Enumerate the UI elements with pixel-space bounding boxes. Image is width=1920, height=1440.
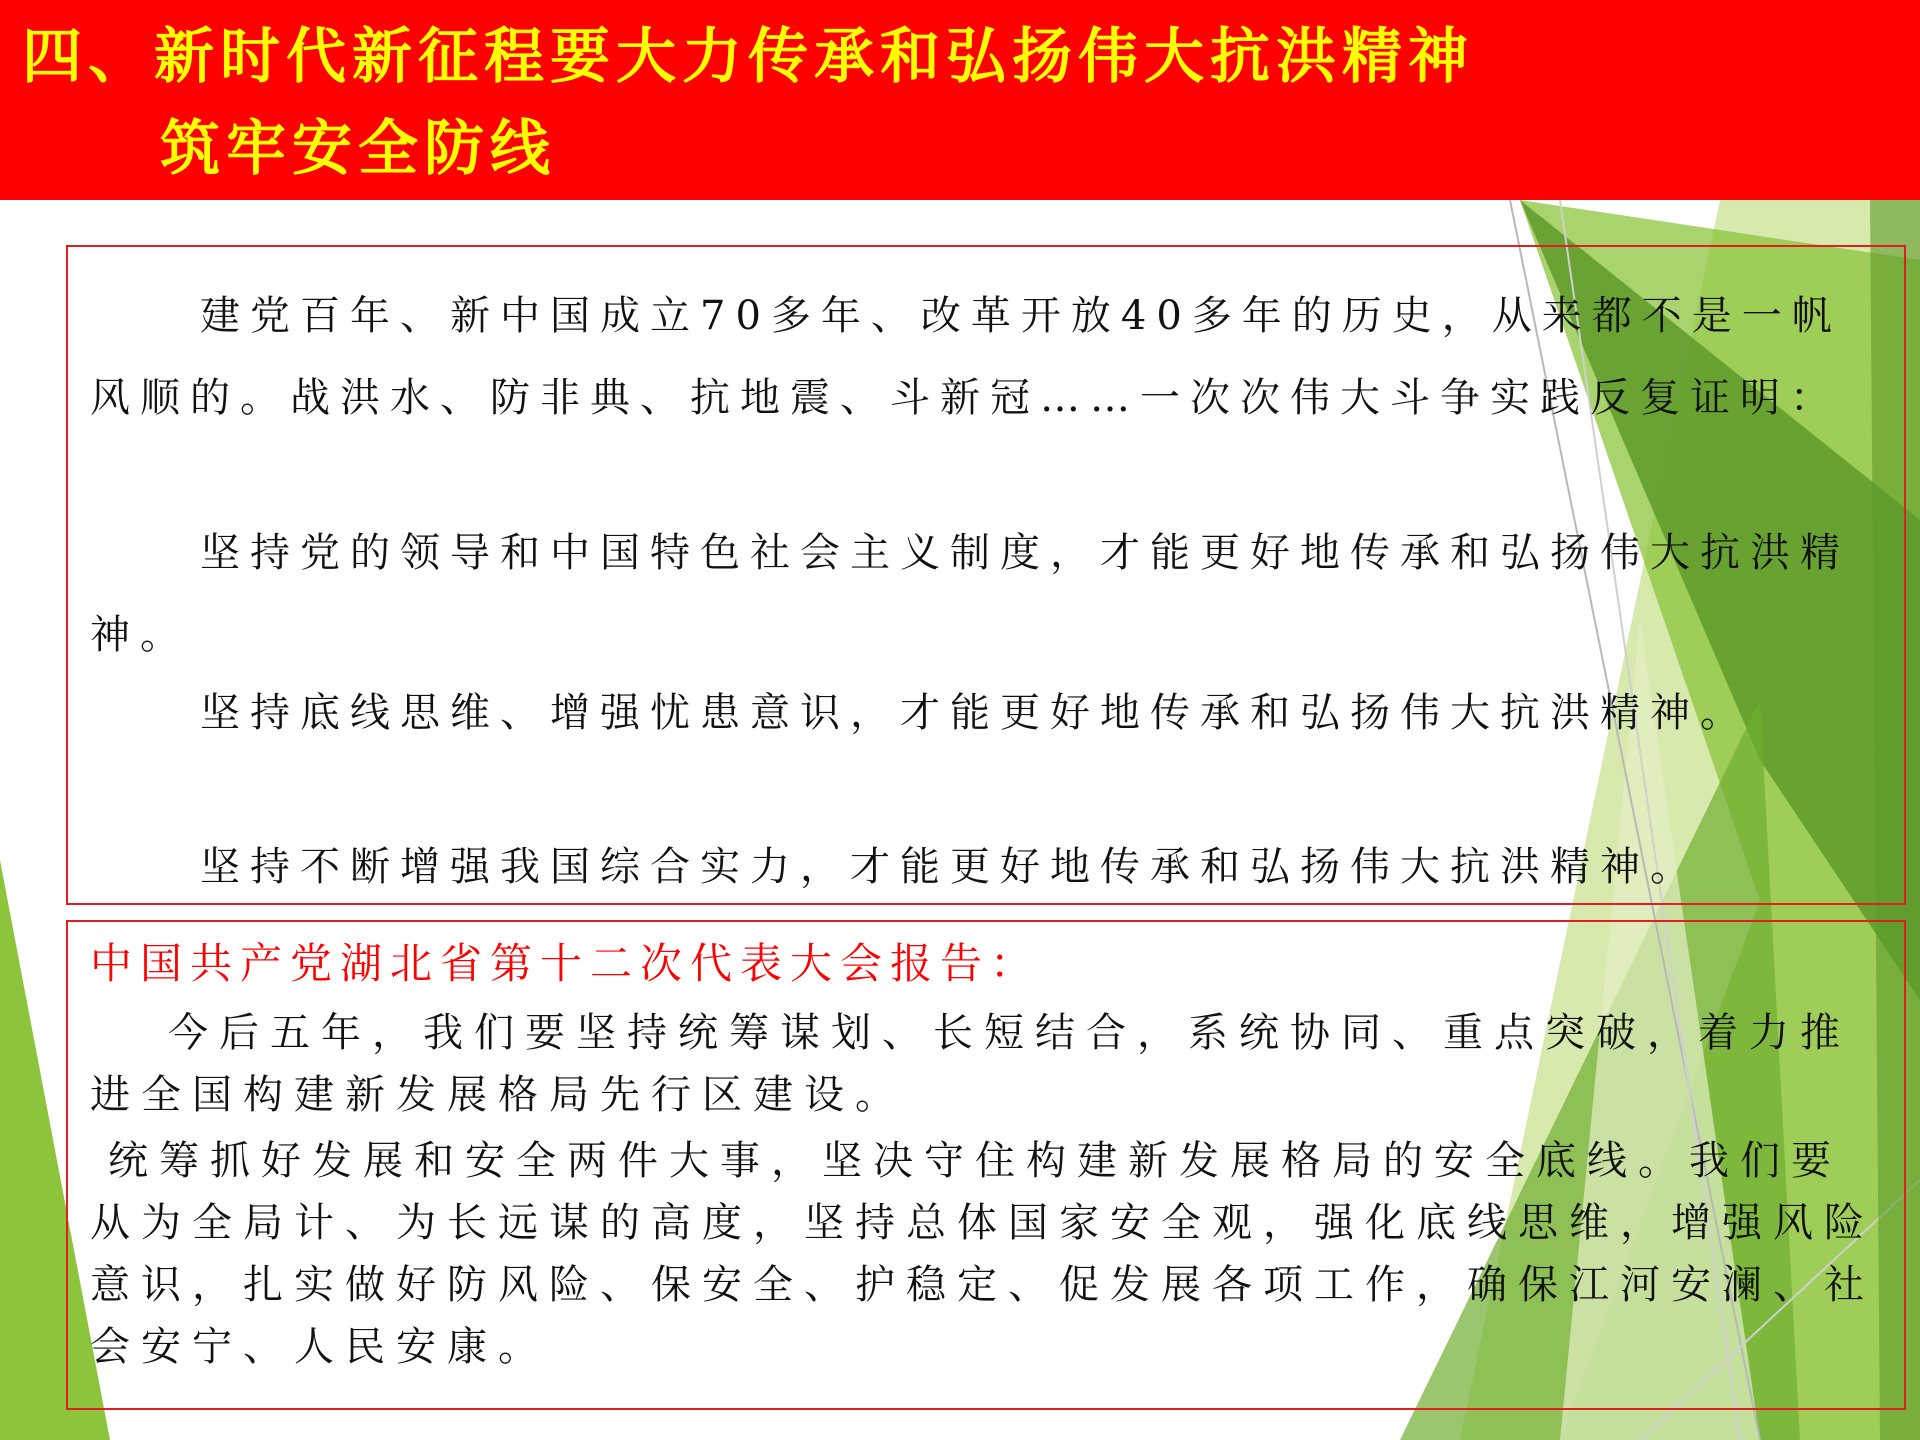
- paragraph-history: 建党百年、新中国成立70多年、改革开放40多年的历史，从来都不是一帆风顺的。战洪水、防非典、抗地震、斗新冠……一次次伟大斗争实践反复证明：: [90, 293, 1842, 421]
- title-bar: [0, 0, 1920, 200]
- paragraph-bottom-line-thinking: 坚持底线思维、增强忧患意识，才能更好地传承和弘扬伟大抗洪精神。: [200, 690, 1750, 736]
- title-line-2: 筑牢安全防线: [160, 114, 556, 184]
- content-box-2: [66, 920, 1906, 1410]
- report-heading: 中国共产党湖北省第十二次代表大会报告：: [90, 939, 1041, 988]
- paragraph-security-baseline: 统筹抓好发展和安全两件大事，坚决守住构建新发展格局的安全底线。我们要从为全局计、为长远谋的高度，坚持总体国家安全观，强化底线思维，增强风险意识，扎实做好防风险、保安全、护稳定、促发展各项工作，确保江河安澜、社会安宁、人民安康。: [90, 1138, 1875, 1370]
- paragraph-five-year-plan: 今后五年，我们要坚持统筹谋划、长短结合，系统协同、重点突破，着力推进全国构建新发展格局先行区建设。: [90, 1010, 1851, 1118]
- paragraph-national-strength: 坚持不断增强我国综合实力，才能更好地传承和弘扬伟大抗洪精神。: [200, 844, 1700, 890]
- content-box-1: [66, 245, 1906, 905]
- title-line-1: 四、新时代新征程要大力传承和弘扬伟大抗洪精神: [22, 22, 1474, 92]
- paragraph-party-leadership: 坚持党的领导和中国特色社会主义制度，才能更好地传承和弘扬伟大抗洪精神。: [90, 530, 1850, 658]
